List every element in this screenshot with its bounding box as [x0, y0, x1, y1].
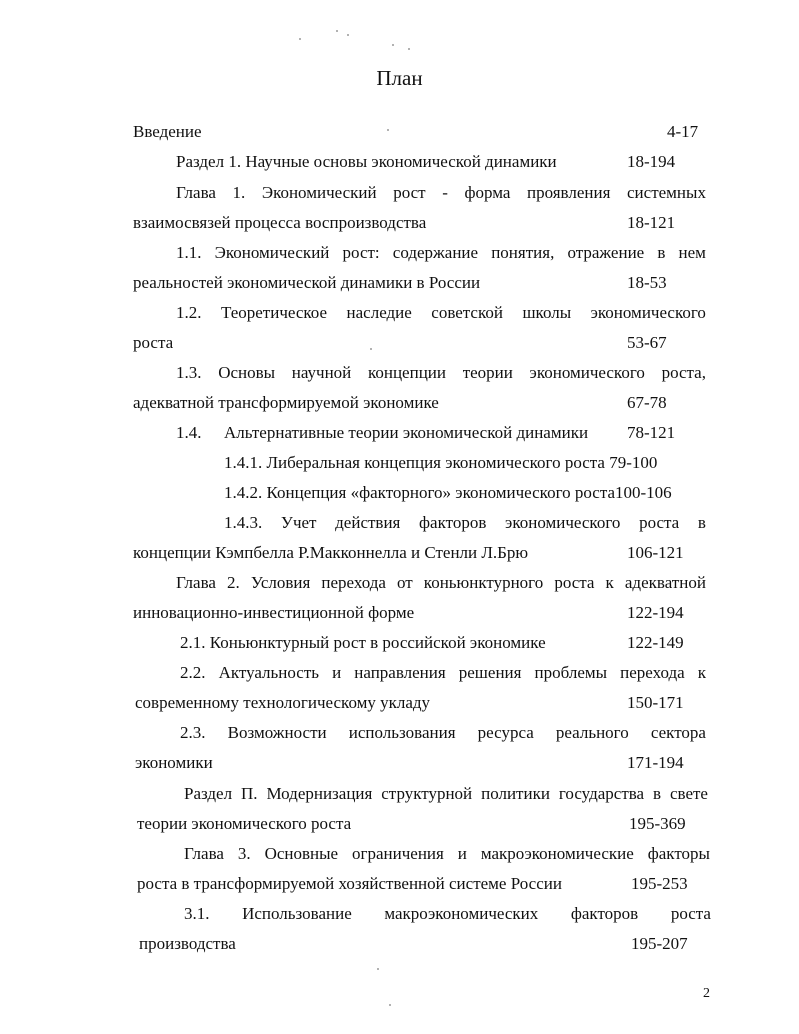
toc-section-1-4-3-pages: 106-121: [627, 543, 684, 562]
toc-section-1-4-3-line2: концепции Кэмпбелла Р.Макконнелла и Стенли Л.Брю: [133, 543, 529, 562]
word: роста: [554, 573, 595, 592]
toc-section-1-2-line2: роста: [133, 333, 174, 352]
word: проявления: [526, 183, 611, 202]
word: Учет: [280, 513, 317, 532]
toc-chapter-1-line2: взаимосвязей процесса воспроизводства: [133, 213, 427, 232]
word: решения: [458, 663, 522, 682]
word: ресурса: [477, 723, 534, 742]
toc-section-3-1-line2: производства: [139, 934, 236, 953]
word: факторов: [419, 513, 487, 532]
page-number: 2: [703, 986, 710, 1001]
word: в: [657, 243, 666, 262]
word: к: [605, 573, 614, 592]
toc-chapter-1-pages: 18-121: [627, 213, 676, 232]
word: Теоретическое: [220, 303, 328, 322]
word: 1.1.: [176, 243, 202, 262]
word: концепции: [367, 363, 446, 382]
word: Глава: [176, 573, 216, 592]
toc-chapter-3-line1: [184, 843, 710, 865]
scan-speck: [392, 44, 394, 46]
word: политики: [481, 784, 550, 803]
word: свете: [669, 784, 708, 803]
word: 2.: [227, 573, 240, 592]
word: Экономический: [214, 243, 330, 262]
toc-section-1-4-number: 1.4.: [176, 423, 202, 442]
word: проблемы: [534, 663, 608, 682]
word: теории: [462, 363, 513, 382]
word: П.: [241, 784, 258, 803]
toc-section-1-4-3-line1: [224, 512, 706, 534]
toc-section-1-1-line1: [176, 242, 706, 264]
toc-section-3-1-line1: [184, 903, 711, 925]
word: в: [653, 784, 662, 803]
scan-speck: [299, 38, 301, 40]
word: Экономический: [261, 183, 377, 202]
word: Глава: [176, 183, 216, 202]
word: к: [697, 663, 706, 682]
word: 3.1.: [184, 904, 210, 923]
word: 1.: [232, 183, 246, 202]
toc-section-2-heading-pages: 195-369: [629, 814, 686, 833]
word: использования: [348, 723, 456, 742]
word: отражение: [567, 243, 645, 262]
word: Основные: [264, 844, 339, 863]
toc-section-2-3-line1: [180, 722, 706, 744]
toc-section-1-2-pages: 53-67: [627, 333, 667, 352]
toc-section-2-2-line2: современному технологическому укладу: [135, 693, 431, 712]
word: экономического: [590, 303, 706, 322]
word: государства: [558, 784, 645, 803]
word: коньюнктурного: [423, 573, 544, 592]
scan-speck: [408, 48, 410, 50]
word: макроэкономических: [384, 904, 539, 923]
word: и: [457, 844, 467, 863]
word: 2.3.: [180, 723, 206, 742]
word: 1.4.3.: [224, 513, 263, 532]
word: системных: [627, 183, 706, 202]
toc-section-2-2-pages: 150-171: [627, 693, 684, 712]
scan-speck: [370, 348, 372, 350]
word: перехода: [620, 663, 685, 682]
word: Основы: [218, 363, 276, 382]
word: научной: [291, 363, 352, 382]
toc-section-2-1-label: 2.1. Коньюнктурный рост в российской экономике: [180, 633, 546, 652]
word: рост:: [342, 243, 380, 262]
word: сектора: [650, 723, 706, 742]
word: факторов: [570, 904, 639, 923]
word: структурной: [381, 784, 473, 803]
word: роста,: [661, 363, 706, 382]
toc-section-1-pages: 18-194: [627, 152, 676, 171]
word: содержание: [392, 243, 479, 262]
toc-section-2-heading-line1: [184, 783, 708, 805]
word: Возможности: [227, 723, 327, 742]
word: Модернизация: [266, 784, 373, 803]
word: реального: [555, 723, 629, 742]
word: Актуальность: [218, 663, 320, 682]
word: 3.: [237, 844, 251, 863]
word: понятия,: [491, 243, 555, 262]
word: -: [442, 183, 448, 202]
word: советской: [431, 303, 503, 322]
word: адекватной: [624, 573, 706, 592]
scan-speck: [387, 129, 389, 131]
toc-section-3-1-pages: 195-207: [631, 934, 688, 953]
word: форма: [464, 183, 511, 202]
toc-section-1-2-line1: [176, 302, 706, 324]
word: перехода: [321, 573, 386, 592]
toc-intro-label: Введение: [133, 122, 202, 141]
word: 1.3.: [176, 363, 202, 382]
toc-section-1-label: Раздел 1. Научные основы экономической динамики: [176, 152, 557, 171]
word: макроэкономические: [480, 844, 634, 863]
toc-section-2-heading-line2: теории экономического роста: [137, 814, 352, 833]
toc-chapter-2-pages: 122-194: [627, 603, 684, 622]
word: факторы: [647, 844, 710, 863]
word: направления: [354, 663, 446, 682]
word: роста: [670, 904, 711, 923]
toc-chapter-2-line2: инновационно-инвестиционной форме: [133, 603, 415, 622]
toc-section-1-4-1: 1.4.1. Либеральная концепция экономического роста 79-100: [224, 453, 658, 472]
word: Раздел: [184, 784, 233, 803]
toc-section-1-4-label: Альтернативные теории экономической динамики: [224, 423, 589, 442]
word: экономического: [529, 363, 645, 382]
word: школы: [522, 303, 572, 322]
page-title: План: [376, 66, 423, 90]
word: рост: [393, 183, 426, 202]
scan-speck: [336, 30, 338, 32]
scan-speck: [347, 34, 349, 36]
toc-chapter-3-pages: 195-253: [631, 874, 688, 893]
word: и: [332, 663, 342, 682]
word: Использование: [242, 904, 352, 923]
word: в: [697, 513, 706, 532]
toc-section-1-3-pages: 67-78: [627, 393, 667, 412]
word: от: [397, 573, 413, 592]
toc-section-1-4-2: 1.4.2. Концепция «факторного» экономического роста100-106: [224, 483, 672, 502]
word: наследие: [346, 303, 412, 322]
toc-section-1-4-pages: 78-121: [627, 423, 676, 442]
toc-chapter-3-line2: роста в трансформируемой хозяйственной системе России: [137, 874, 562, 893]
toc-intro-pages: 4-17: [667, 122, 699, 141]
toc-section-2-2-line1: [180, 662, 706, 684]
toc-section-1-1-pages: 18-53: [627, 273, 667, 292]
word: экономического: [505, 513, 621, 532]
toc-section-2-3-line2: экономики: [135, 753, 213, 772]
word: действия: [335, 513, 401, 532]
word: Условия: [250, 573, 311, 592]
word: Глава: [184, 844, 224, 863]
word: роста: [639, 513, 680, 532]
word: ограничения: [352, 844, 444, 863]
scan-speck: [389, 1004, 391, 1006]
toc-section-2-3-pages: 171-194: [627, 753, 684, 772]
word: нем: [678, 243, 706, 262]
word: 2.2.: [180, 663, 206, 682]
word: 1.2.: [176, 303, 202, 322]
toc-section-1-3-line1: [176, 362, 706, 384]
toc-section-2-1-pages: 122-149: [627, 633, 684, 652]
scan-speck: [377, 968, 379, 970]
toc-section-1-3-line2: адекватной трансформируемой экономике: [133, 393, 439, 412]
toc-chapter-2-line1: [176, 572, 706, 594]
toc-chapter-1-line1: [176, 182, 706, 204]
toc-section-1-1-line2: реальностей экономической динамики в России: [133, 273, 481, 292]
